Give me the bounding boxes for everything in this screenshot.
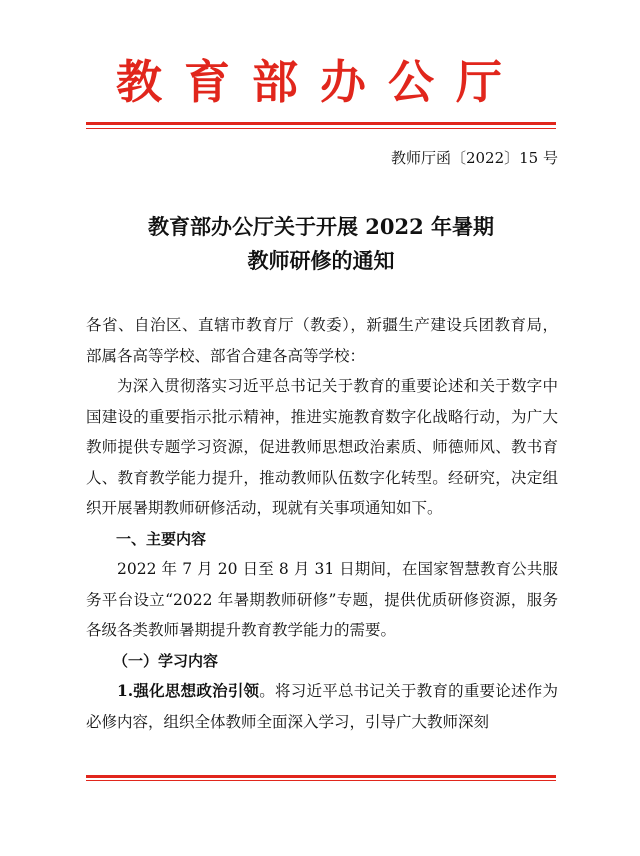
document-title: [86, 210, 556, 278]
item1-lead: 1.强化思想政治引领: [117, 681, 260, 700]
title-line-2: 教师研修的通知: [247, 248, 395, 273]
document-body: [86, 310, 558, 737]
item1-text: 。将习近平总书记关于教育的重要论述作为必修内容，组织全体教师全面深入学习，引导广大教师深刻: [86, 682, 558, 731]
addressee: 各省、自治区、直辖市教育厅（教委），新疆生产建设兵团教育局，部属各高等学校、部省合建各高等学校：: [86, 316, 558, 365]
intro-paragraph: 为深入贯彻落实习近平总书记关于教育的重要论述和关于数字中国建设的重要指示批示精神，推进实施教育数字化战略行动，为广大教师提供专题学习资源，促进教师思想政治素质、师德师风、教书育人、教育教学能力提升，推动教师队伍数字化转型。经研究，决定组织开展暑期教师研修活动，现就有关事项通知如下。: [86, 377, 558, 517]
red-rule-top: [86, 122, 556, 125]
title-line-1: 教育部办公厅关于开展 2022 年暑期: [147, 214, 495, 239]
red-rule-top-thin: [86, 128, 556, 129]
subsection-heading-learning-content: （一）学习内容: [113, 651, 219, 670]
section1-paragraph: 2022 年 7 月 20 日至 8 月 31 日期间，在国家智慧教育公共服务平台设立“2022 年暑期教师研修”专题，提供优质研修资源，服务各级各类教师暑期提升教育教学能力的需要。: [86, 560, 558, 639]
item1-paragraph: [86, 676, 558, 737]
section-heading-main-content: 一、主要内容: [116, 529, 207, 548]
masthead: 教育部办公厅: [116, 55, 524, 109]
doc-number: 教师厅函〔2022〕15 号: [390, 149, 558, 167]
red-rule-bottom: [86, 775, 556, 778]
red-rule-bottom-thin: [86, 780, 556, 781]
